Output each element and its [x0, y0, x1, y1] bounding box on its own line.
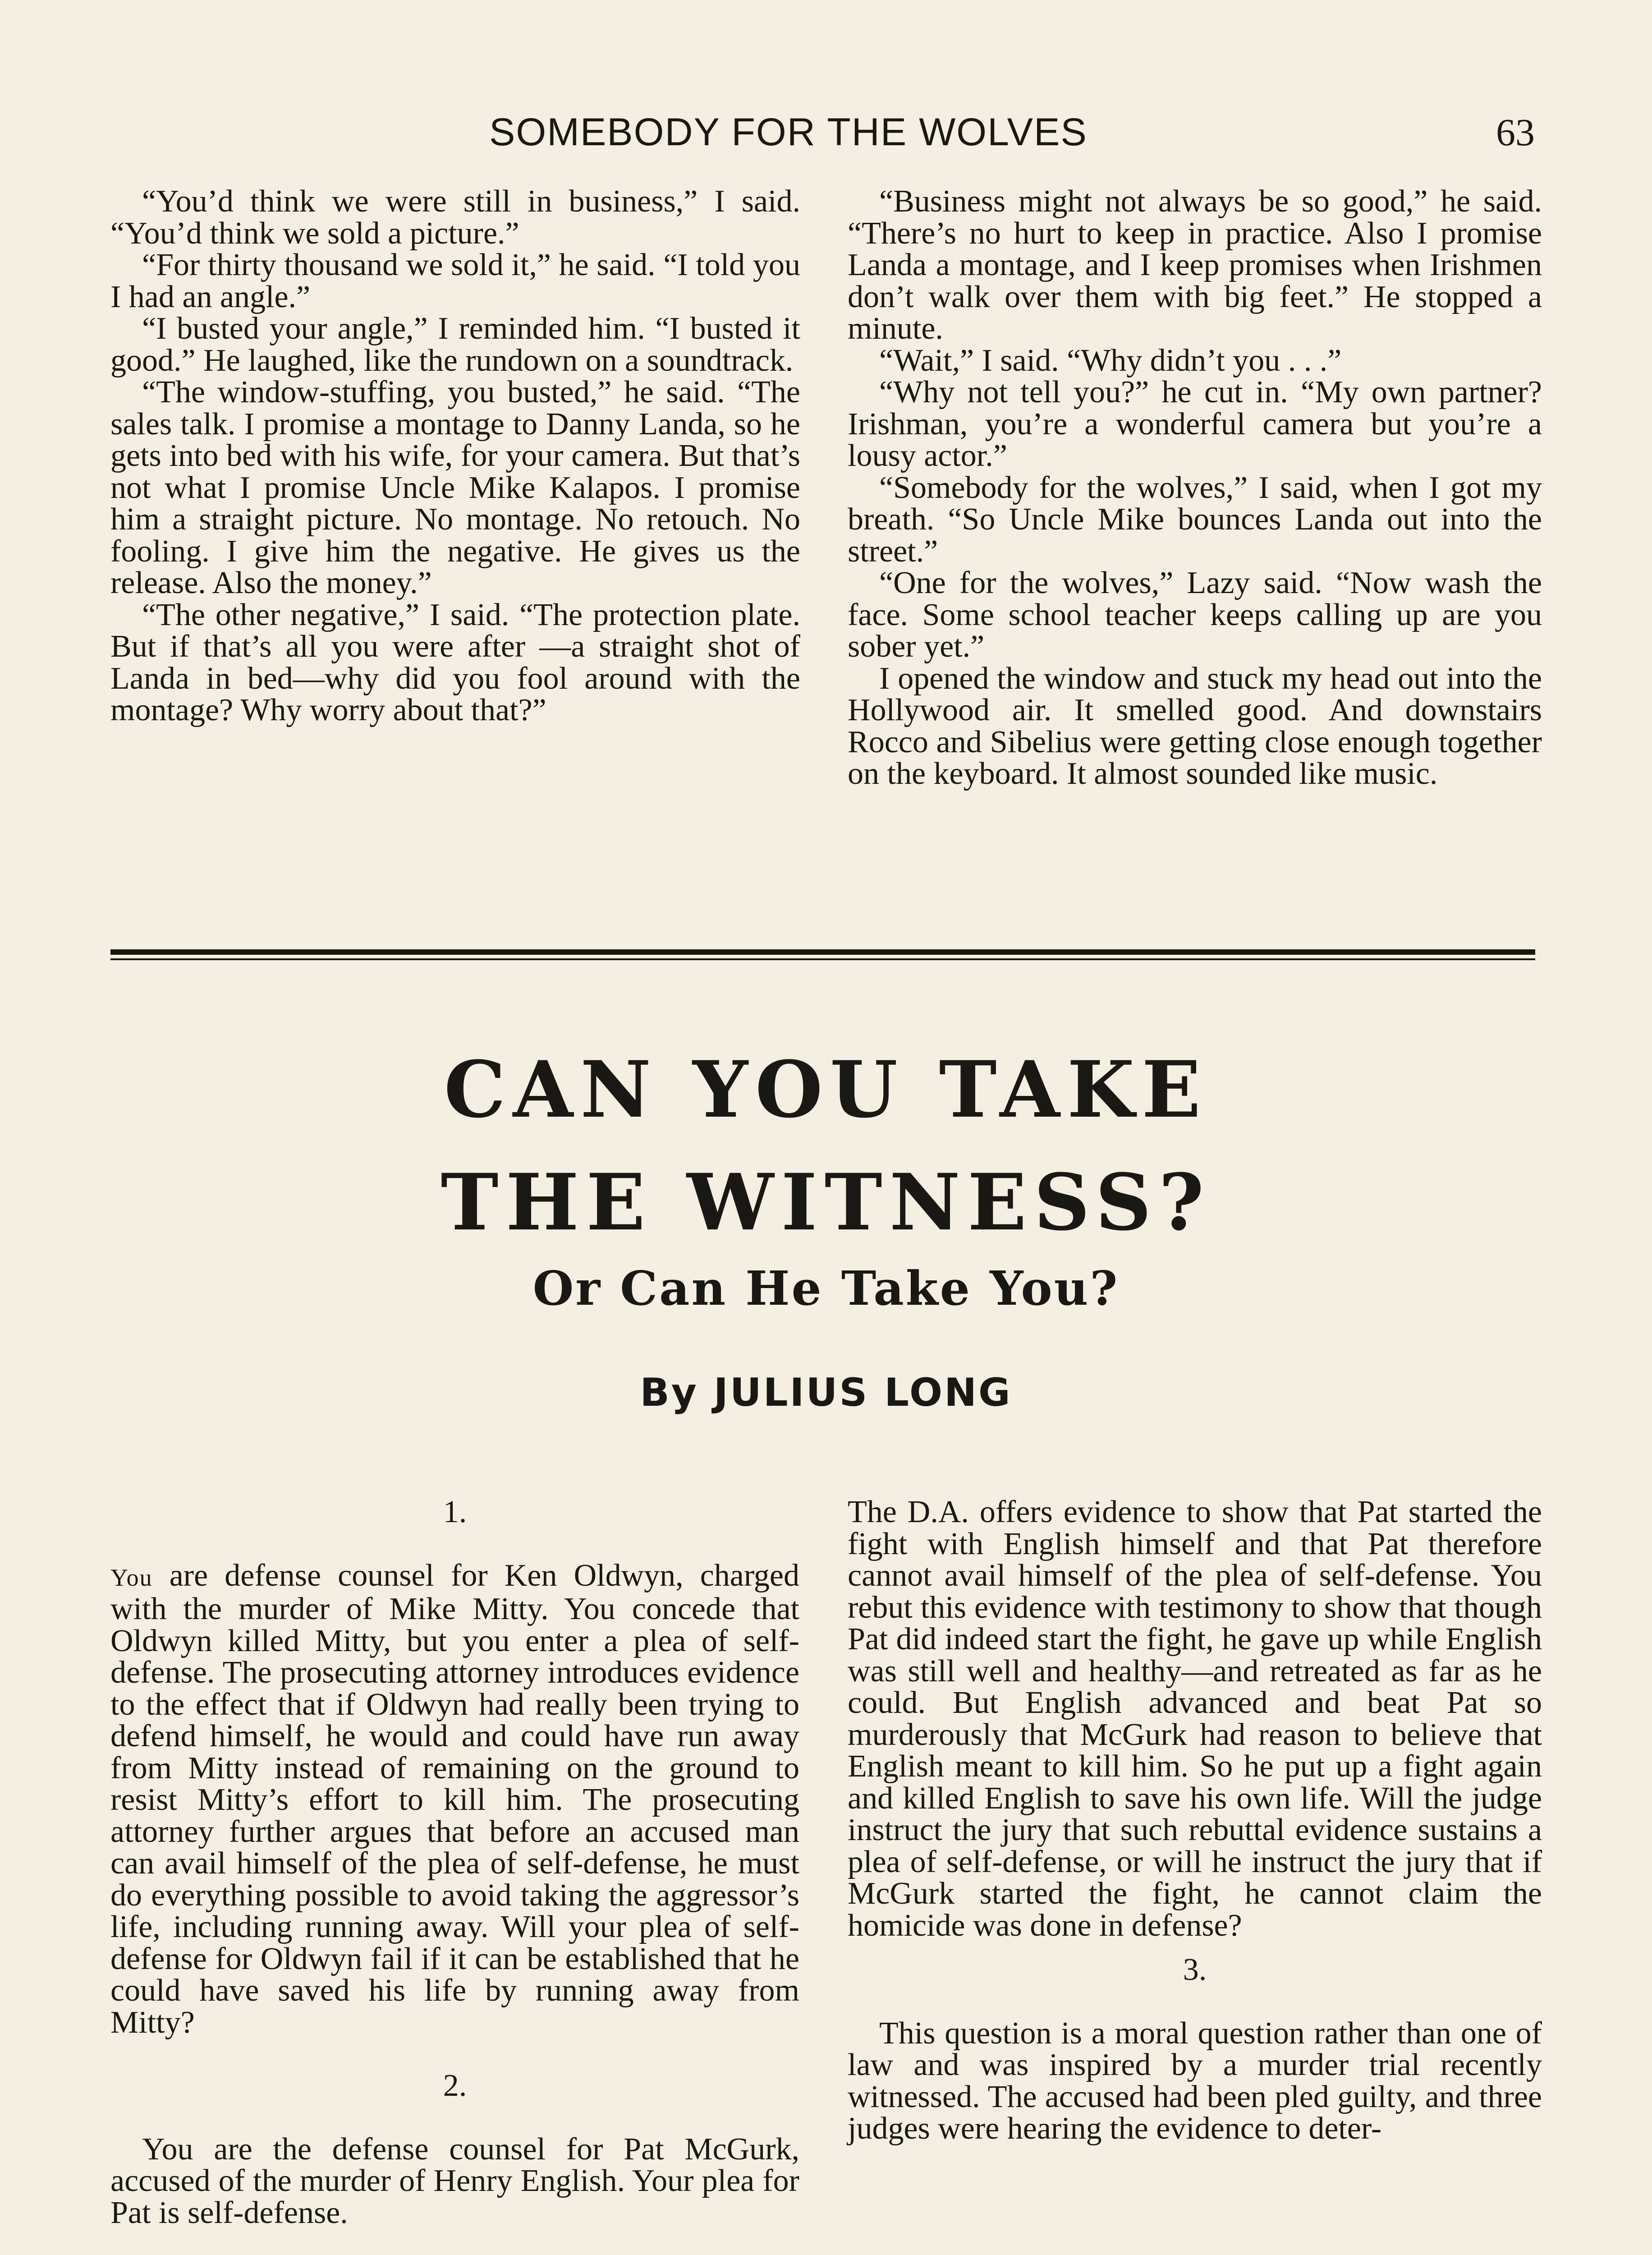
divider-thin-rule: [110, 958, 1535, 960]
story-paragraph: “You’d think we were still in business,” I said. “You’d think we sold a picture.”: [110, 184, 800, 251]
story-paragraph: “Wait,” I said. “Why didn’t you . . .”: [879, 343, 1342, 378]
story-end-left-column: [110, 186, 800, 727]
story-paragraph: “One for the wolves,” Lazy said. “Now wash the face. Some school teacher keeps calling up are you sober yet.”: [848, 566, 1542, 664]
story-paragraph: “The other negative,” I said. “The protection plate. But if that’s all you were after —a straight shot of Landa in bed—why did you fool around with the montage? Why worry about that?”: [110, 597, 800, 727]
article-title-line-1: CAN YOU TAKE: [444, 1044, 1208, 1135]
story-paragraph: “For thirty thousand we sold it,” he said. “I told you I had an angle.”: [110, 248, 800, 314]
question-number: 1.: [443, 1495, 467, 1529]
article-right-column: [848, 1496, 1542, 2145]
story-paragraph: “I busted your angle,” I reminded him. “I busted it good.” He laughed, like the rundown on a soundtrack.: [110, 311, 800, 378]
lead-in-caps: You: [110, 1564, 153, 1591]
question-text: are defense counsel for Ken Oldwyn, charged with the murder of Mike Mitty. You concede that Oldwyn killed Mitty, but you enter a plea of self-defense. The prosecuting attorney introduces evidence to the effect that if Oldwyn had really been trying to defend himself, he would and could have run away from Mitty instead of remaining on the ground to resist Mitty’s effort to kill him. The prosecuting attorney further argues that before an accused man can avail himself of the plea of self-defense, he must do everything possible to avoid taking the aggressor’s life, including running away. Will your plea of self-defense for Oldwyn fail if it can be established that he could have saved his life by running away from Mitty?: [110, 1558, 799, 2040]
page-number: 63: [1496, 110, 1535, 154]
story-end-right-column: [848, 186, 1542, 790]
story-paragraph: “Why not tell you?” he cut in. “My own partner? Irishman, you’re a wonderful camera but you’re a lousy actor.”: [848, 375, 1542, 473]
story-paragraph: I opened the window and stuck my head out into the Hollywood air. It smelled good. And downstairs Rocco and Sibelius were getting close enough together on the keyboard. It almost sounded like music.: [848, 661, 1542, 791]
question-paragraph: The D.A. offers evidence to show that Pat started the fight with English himself and that Pat therefore cannot avail himself of the plea of self-defense. You rebut this evidence with testimony to show that though Pat did indeed start the fight, he gave up while English was still well and healthy—and retreated as far as he could. But English advanced and beat Pat so murderously that McGurk had reason to believe that English meant to kill him. So he put up a fight again and killed English to save his own life. Will the judge instruct the jury that such rebuttal evidence sustains a plea of self-defense, or will he instruct the jury that if McGurk started the fight, he cannot claim the homicide was done in defense?: [848, 1495, 1542, 1943]
story-paragraph: “Somebody for the wolves,” I said, when I got my breath. “So Uncle Mike bounces Landa out into the street.”: [848, 470, 1542, 569]
article-title-line-2: THE WITNESS?: [441, 1156, 1211, 1248]
article-subtitle: Or Can He Take You?: [532, 1261, 1120, 1316]
question-paragraph: You are the defense counsel for Pat McGurk, accused of the murder of Henry English. Your plea for Pat is self-defense.: [110, 2131, 799, 2230]
running-title: SOMEBODY FOR THE WOLVES: [489, 110, 1088, 154]
article-left-column: [110, 1496, 799, 2229]
story-paragraph: “Business might not always be so good,” he said. “There’s no hurt to keep in practice. Also I promise Landa a montage, and I keep promises when Irishmen don’t walk over them with big feet.” He stopped a minute.: [848, 184, 1542, 346]
story-paragraph: “The window-stuffing, you busted,” he said. “The sales talk. I promise a montage to Danny Landa, so he gets into bed with his wife, for your camera. But that’s not what I promise Uncle Mike Kalapos. I promise him a straight picture. No montage. No retouch. No fooling. I give him the negative. He gives us the release. Also the money.”: [110, 375, 800, 600]
divider-thick-rule: [110, 949, 1535, 955]
question-paragraph: [110, 1560, 799, 2039]
question-number: 3.: [1183, 1952, 1207, 1987]
question-paragraph: This question is a moral question rather than one of law and was inspired by a murder trial recently witnessed. The accused had been pled guilty, and three judges were hearing the evidence to deter-: [848, 2016, 1542, 2146]
question-number: 2.: [443, 2068, 467, 2103]
article-byline: By JULIUS LONG: [640, 1370, 1012, 1415]
